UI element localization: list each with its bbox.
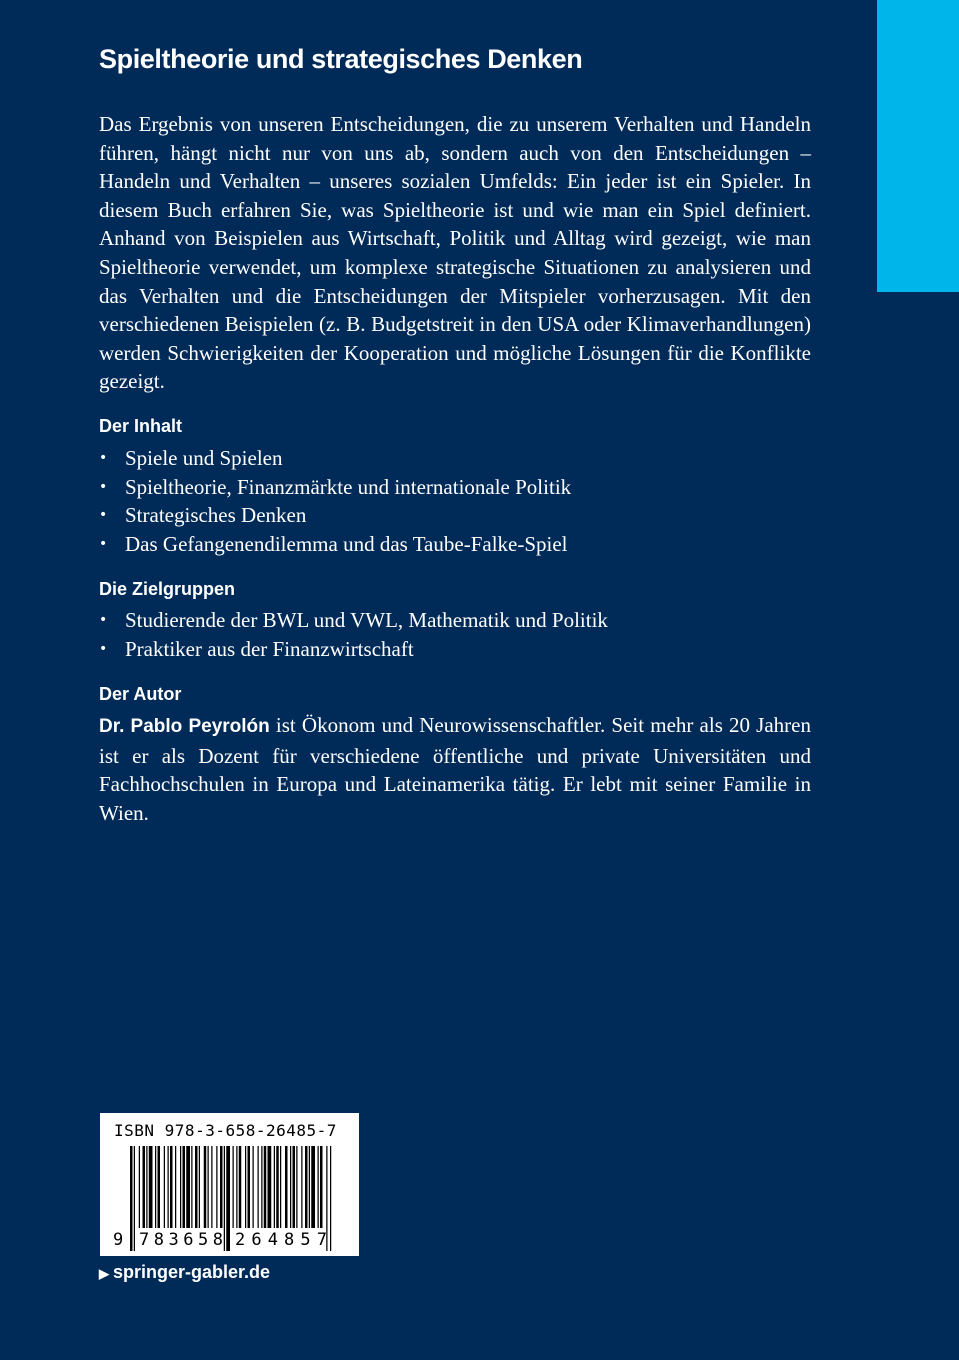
barcode-bar: [285, 1146, 288, 1228]
barcode-bar: [143, 1146, 146, 1228]
barcode-bar: [204, 1146, 207, 1228]
barcode-bar: [199, 1146, 200, 1228]
barcode-bar: [233, 1146, 234, 1228]
barcode-bar: [211, 1146, 212, 1228]
barcode-bar: [236, 1146, 237, 1228]
barcode-digits-right: 264857: [235, 1230, 327, 1250]
author-bio-text: ist Ökonom und Neurowissenschaftler. Seit mehr als 20 Jahren ist er als Dozent für verschiedene öffentliche und private Universitäten und Fachhochschulen in Europa und Lateinamerika tätig. Er lebt mit seiner Familie in Wien.: [99, 713, 811, 825]
barcode-bar: [293, 1146, 296, 1228]
barcode-bar: [170, 1146, 173, 1228]
barcode-bar: [253, 1146, 254, 1228]
barcode-bar: [248, 1146, 251, 1228]
barcode-bar: [226, 1146, 230, 1251]
barcode-bar: [158, 1146, 161, 1228]
publisher-link[interactable]: [99, 1262, 270, 1283]
barcode-bar: [239, 1146, 242, 1228]
author-heading: Der Autor: [99, 684, 182, 704]
barcode-bar: [149, 1146, 153, 1228]
barcode-digits-left: 783658: [139, 1230, 223, 1250]
barcode-bar: [168, 1146, 169, 1228]
barcode-bar: [216, 1146, 217, 1228]
barcode-bar: [305, 1146, 308, 1228]
list-item: • Spiele und Spielen: [99, 444, 571, 473]
barcode-bar: [164, 1146, 165, 1228]
barcode-bar: [274, 1146, 275, 1228]
audience-list: [99, 606, 608, 663]
barcode-bar: [296, 1146, 297, 1228]
audience-heading: Die Zielgruppen: [99, 579, 236, 599]
barcode-bar: [139, 1146, 140, 1228]
barcode-bar: [134, 1146, 135, 1251]
author-bio: [99, 711, 811, 827]
barcode-bar: [318, 1146, 319, 1228]
barcode-bar: [245, 1146, 246, 1228]
barcode-bar: [320, 1146, 323, 1228]
contents-list: [99, 444, 571, 558]
intro-paragraph: Das Ergebnis von unseren Entscheidungen, die zu unserem Verhalten und Handeln führen, hängt nicht nur von uns ab, sondern auch von den Entscheidungen – Handeln und Verhalten – unseres sozialen Umfelds: Ein jeder ist ein Spieler. In diesem Buch erfahren Sie, was Spieltheorie ist und wie man ein Spiel definiert. Anhand von Beispielen aus Wirtschaft, Politik und Alltag wird gezeigt, wie man Spieltheorie verwendet, um komplexe strategische Situationen zu analysieren und das Verhalten und die Entscheidungen der Mitspieler vorherzusagen. Mit den verschiedenen Beispielen (z. B. Budgetstreit in den USA oder Klimaverhandlungen) werden Schwierigkeiten der Kooperation und mögliche Lösungen für die Konflikte gezeigt.: [99, 112, 811, 394]
barcode-bar: [309, 1146, 310, 1228]
barcode-bar: [261, 1146, 262, 1228]
barcode-bar: [186, 1146, 190, 1228]
list-item: • Studierende der BWL und VWL, Mathematik und Politik: [99, 606, 608, 635]
barcode-bar: [183, 1146, 186, 1228]
arrow-right-icon: ▶: [99, 1266, 109, 1281]
barcode-bar: [258, 1146, 259, 1228]
barcode-bar: [264, 1146, 267, 1228]
barcode-digit-prefix: 9: [113, 1230, 124, 1250]
barcode-bar: [208, 1146, 209, 1228]
contents-heading: Der Inhalt: [99, 416, 183, 436]
barcode-bar: [330, 1146, 331, 1251]
barcode-bar: [220, 1146, 223, 1228]
barcode-bar: [155, 1146, 156, 1228]
barcode-bar: [290, 1146, 291, 1228]
publisher-url: springer-gabler.de: [113, 1262, 271, 1282]
barcode-bar: [268, 1146, 272, 1228]
barcode-bar: [191, 1146, 192, 1228]
isbn-barcode: [100, 1113, 359, 1256]
barcode-bar: [180, 1146, 181, 1228]
list-item: • Spieltheorie, Finanzmärkte und internationale Politik: [99, 473, 571, 502]
accent-color-bar: [877, 0, 959, 292]
barcode-bar: [195, 1146, 198, 1228]
barcode-bar: [311, 1146, 315, 1228]
barcode-bar: [280, 1146, 281, 1228]
list-item: • Strategisches Denken: [99, 501, 571, 530]
author-name: Dr. Pablo Peyrolón: [99, 716, 270, 737]
barcode-bar: [276, 1146, 279, 1228]
barcode-bar: [146, 1146, 147, 1228]
barcode-bar: [175, 1146, 176, 1228]
list-item: • Praktiker aus der Finanzwirtschaft: [99, 635, 608, 664]
book-title: Spieltheorie und strategisches Denken: [99, 44, 583, 74]
barcode-bar: [130, 1146, 133, 1251]
barcode-graphic: [100, 1113, 359, 1256]
barcode-bar: [301, 1146, 302, 1228]
barcode-bar: [224, 1146, 225, 1251]
list-item: • Das Gefangenendilemma und das Taube-Falke-Spiel: [99, 530, 571, 559]
isbn-label: ISBN 978-3-658-26485-7: [114, 1121, 337, 1140]
